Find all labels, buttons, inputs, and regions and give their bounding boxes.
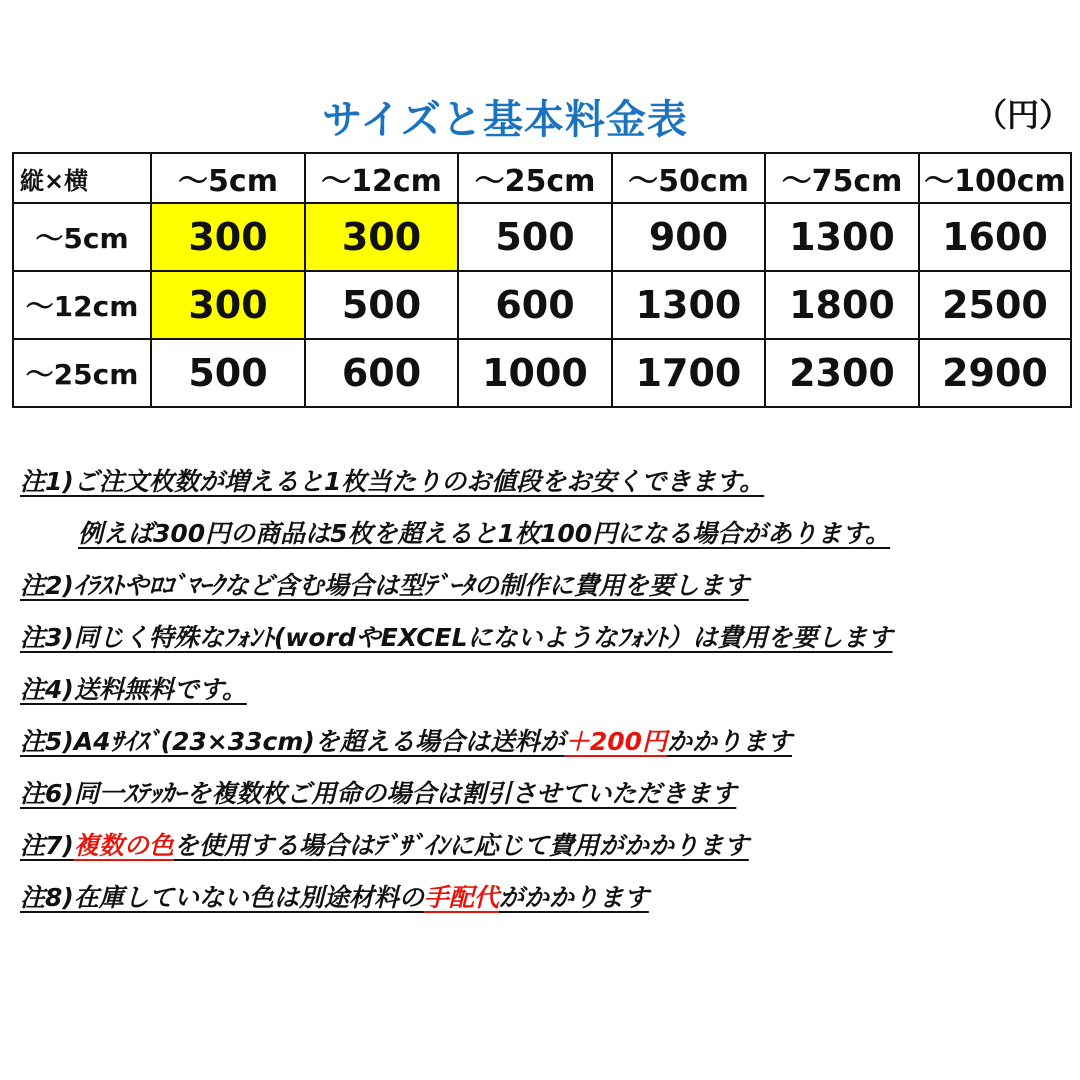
row-header: ～12cm: [13, 271, 151, 339]
note-text: 注4)送料無料です。: [20, 675, 247, 704]
price-cell: 1000: [458, 339, 612, 407]
column-header: ～12cm: [305, 153, 458, 203]
table-row: [13, 339, 1071, 407]
note-text: 注5)A4ｻｲｽﾞ(23×33cm)を超える場合は送料が: [20, 727, 565, 756]
price-cell: 2300: [765, 339, 919, 407]
price-cell: 600: [458, 271, 612, 339]
note-text: 注7): [20, 831, 74, 860]
price-table: [12, 152, 1072, 408]
price-cell-highlighted: 300: [305, 203, 458, 271]
note-5: [20, 722, 1070, 774]
note-text: 注8)在庫していない色は別途材料の: [20, 883, 424, 912]
notes-list: [20, 462, 1070, 930]
column-header: ～75cm: [765, 153, 919, 203]
note-text: 例えば300円の商品は5枚を超えると1枚100円になる場合があります。: [78, 519, 891, 548]
price-cell: 1300: [765, 203, 919, 271]
price-cell: 1700: [612, 339, 765, 407]
price-cell: 2500: [919, 271, 1071, 339]
note-text: 注3)同じく特殊なﾌｫﾝﾄ(wordやEXCELにないようなﾌｫﾝﾄ）は費用を要します: [20, 623, 893, 652]
note-3: [20, 618, 1070, 670]
note-text: 注2)ｲﾗｽﾄやﾛｺﾞﾏｰｸなど含む場合は型ﾃﾞｰﾀの制作に費用を要します: [20, 571, 749, 600]
column-header: ～5cm: [151, 153, 305, 203]
note-2: [20, 566, 1070, 618]
row-header: ～5cm: [13, 203, 151, 271]
note-1: [20, 462, 1070, 514]
price-cell: 500: [305, 271, 458, 339]
column-header: ～50cm: [612, 153, 765, 203]
note-text: を使用する場合はﾃﾞｻﾞｲﾝに応じて費用がかかります: [173, 831, 749, 860]
multiple-colors-text: 複数の色: [73, 831, 174, 860]
table-row: [13, 203, 1071, 271]
note-4: [20, 670, 1070, 722]
column-header: ～100cm: [919, 153, 1071, 203]
note-text: 注1)ご注文枚数が増えると1枚当たりのお値段をお安くできます。: [20, 467, 765, 496]
currency-unit-label: （円）: [975, 96, 1072, 134]
table-row: [13, 271, 1071, 339]
price-cell: 1600: [919, 203, 1071, 271]
corner-cell: 縦×横: [13, 153, 151, 203]
row-header: ～25cm: [13, 339, 151, 407]
table-header-row: [13, 153, 1071, 203]
note-1-example: [20, 514, 1070, 566]
shipping-surcharge-text: ＋200円: [564, 727, 668, 756]
note-7: [20, 826, 1070, 878]
note-text: がかかります: [498, 883, 649, 912]
price-cell: 1300: [612, 271, 765, 339]
note-8: [20, 878, 1070, 930]
price-cell: 500: [458, 203, 612, 271]
note-6: [20, 774, 1070, 826]
price-cell: 2900: [919, 339, 1071, 407]
price-cell-highlighted: 300: [151, 271, 305, 339]
price-cell: 1800: [765, 271, 919, 339]
price-cell: 900: [612, 203, 765, 271]
note-text: かかります: [667, 727, 793, 756]
price-cell: 600: [305, 339, 458, 407]
column-header: ～25cm: [458, 153, 612, 203]
page-title: サイズと基本料金表: [322, 97, 688, 143]
price-cell: 500: [151, 339, 305, 407]
note-text: 注6)同一ｽﾃｯｶｰを複数枚ご用命の場合は割引させていただきます: [20, 779, 737, 808]
arrangement-fee-text: 手配代: [423, 883, 499, 912]
price-cell-highlighted: 300: [151, 203, 305, 271]
